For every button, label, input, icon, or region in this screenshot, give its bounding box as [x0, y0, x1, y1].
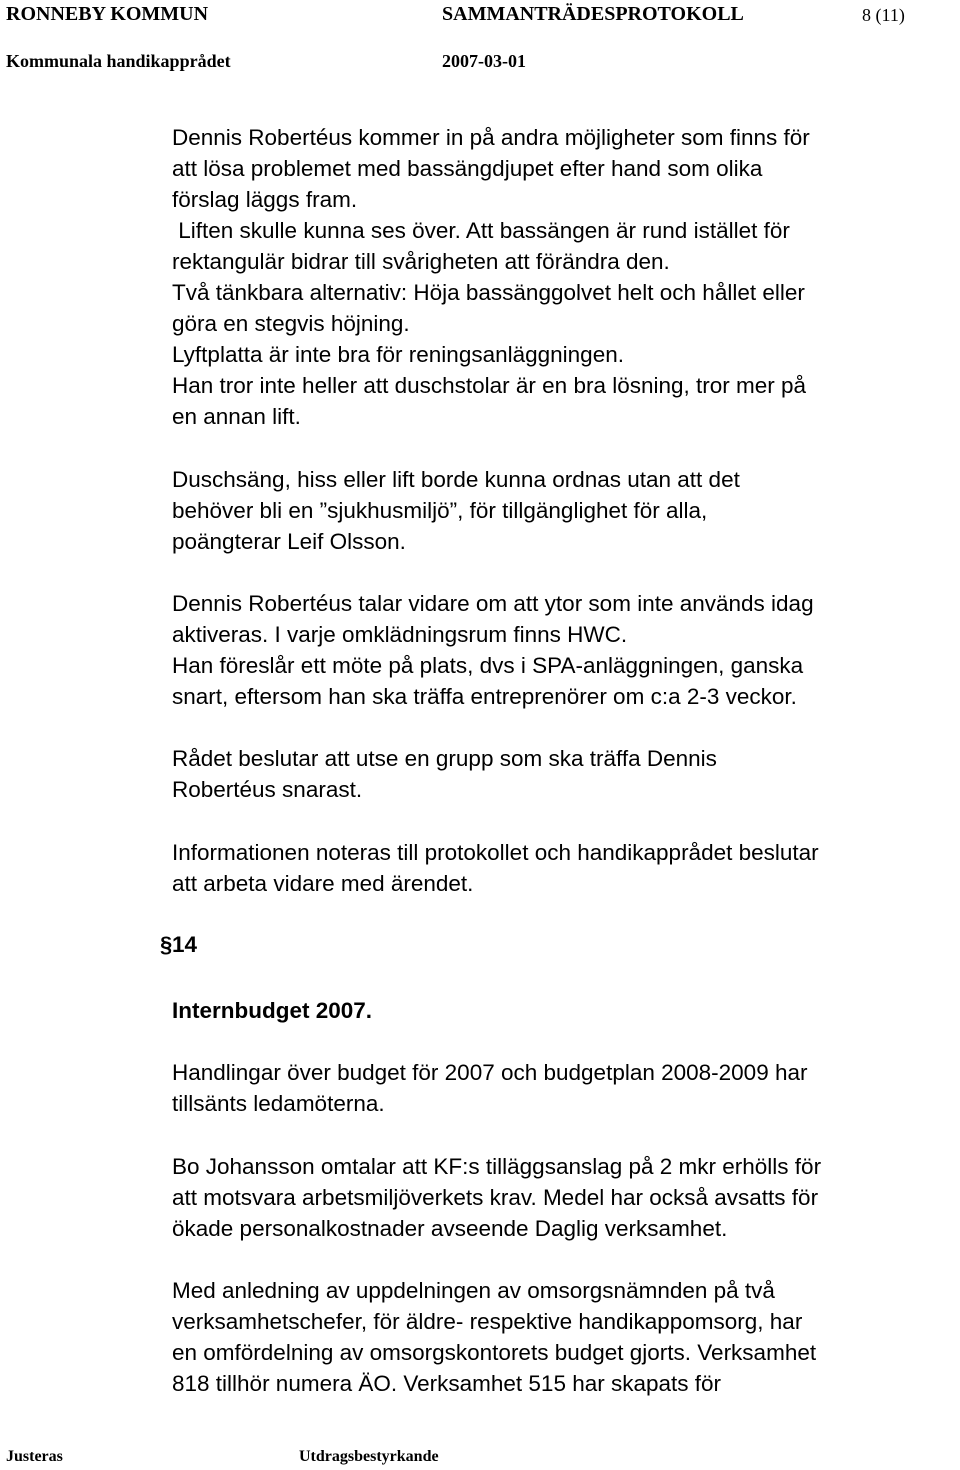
- text-line: en annan lift.: [172, 404, 301, 429]
- section-number: 14: [172, 932, 198, 957]
- text-line: Informationen noteras till protokollet och handikapprådet beslutar: [172, 840, 819, 865]
- text-line: ökade personalkostnader avseende Daglig verksamhet.: [172, 1216, 728, 1241]
- paragraph-budget-documents: [172, 1057, 952, 1119]
- document-type: SAMMANTRÄDESPROTOKOLL: [442, 3, 744, 25]
- text-line: snart, eftersom han ska träffa entreprenörer om c:a 2-3 veckor.: [172, 684, 797, 709]
- text-line: en omfördelning av omsorgskontorets budget gjorts. Verksamhet: [172, 1340, 817, 1365]
- text-line: behöver bli en ”sjukhusmiljö”, för tillgänglighet för alla,: [172, 498, 708, 523]
- text-line: tillsänts ledamöterna.: [172, 1091, 385, 1116]
- text-line: Liften skulle kunna ses över. Att bassängen är rund istället för: [172, 218, 790, 243]
- text-line: verksamhetschefer, för äldre- respektive handikappomsorg, har: [172, 1309, 803, 1334]
- municipality-name: RONNEBY KOMMUN: [6, 3, 209, 25]
- text-line: aktiveras. I varje omklädningsrum finns HWC.: [172, 622, 628, 647]
- text-line: Handlingar över budget för 2007 och budgetplan 2008-2009 har: [172, 1060, 808, 1085]
- text-line: Rådet beslutar att utse en grupp som ska träffa Dennis: [172, 746, 717, 771]
- meeting-date: 2007-03-01: [442, 51, 526, 71]
- paragraph-shower-bed: [172, 464, 952, 557]
- paragraph-information-noted: [172, 837, 952, 899]
- text-line: Bo Johansson omtalar att KF:s tilläggsanslag på 2 mkr erhölls för: [172, 1154, 822, 1179]
- committee-name: Kommunala handikapprådet: [6, 51, 231, 71]
- page-number: 8 (11): [862, 5, 905, 25]
- text-line: att motsvara arbetsmiljöverkets krav. Medel har också avsatts för: [172, 1185, 819, 1210]
- text-line: Med anledning av uppdelningen av omsorgsnämnden på två: [172, 1278, 775, 1303]
- text-line: att arbeta vidare med ärendet.: [172, 871, 474, 896]
- section-sign-icon: [160, 932, 171, 956]
- text-line: Duschsäng, hiss eller lift borde kunna ordnas utan att det: [172, 467, 740, 492]
- paragraph-council-decision: [172, 743, 952, 805]
- text-line: rektangulär bidrar till svårigheten att förändra den.: [172, 249, 670, 274]
- paragraph-site-meeting: [172, 588, 952, 712]
- paragraph-budget-reallocation: [172, 1275, 952, 1399]
- section-title: Internbudget 2007.: [172, 998, 373, 1023]
- text-line: Två tänkbara alternativ: Höja bassänggolvet helt och hållet eller: [172, 280, 805, 305]
- text-line: Dennis Robertéus talar vidare om att ytor som inte används idag: [172, 591, 814, 616]
- text-line: poängterar Leif Olsson.: [172, 529, 406, 554]
- text-line: Han föreslår ett möte på plats, dvs i SPA-anläggningen, ganska: [172, 653, 804, 678]
- svg-text:§: §: [160, 932, 173, 957]
- text-line: Dennis Robertéus kommer in på andra möjligheter som finns för: [172, 125, 810, 150]
- text-line: göra en stegvis höjning.: [172, 311, 410, 336]
- paragraph-pool-discussion: [172, 122, 952, 432]
- footer-extract-certification: Utdragsbestyrkande: [299, 1448, 439, 1465]
- paragraph-additional-grant: [172, 1151, 952, 1244]
- text-line: Lyftplatta är inte bra för reningsanläggningen.: [172, 342, 624, 367]
- text-line: 818 tillhör numera ÄO. Verksamhet 515 har skapats för: [172, 1371, 722, 1396]
- text-line: Robertéus snarast.: [172, 777, 363, 802]
- footer-justeras: Justeras: [6, 1448, 63, 1465]
- text-line: förslag läggs fram.: [172, 187, 358, 212]
- text-line: Han tror inte heller att duschstolar är en bra lösning, tror mer på: [172, 373, 807, 398]
- text-line: att lösa problemet med bassängdjupet efter hand som olika: [172, 156, 763, 181]
